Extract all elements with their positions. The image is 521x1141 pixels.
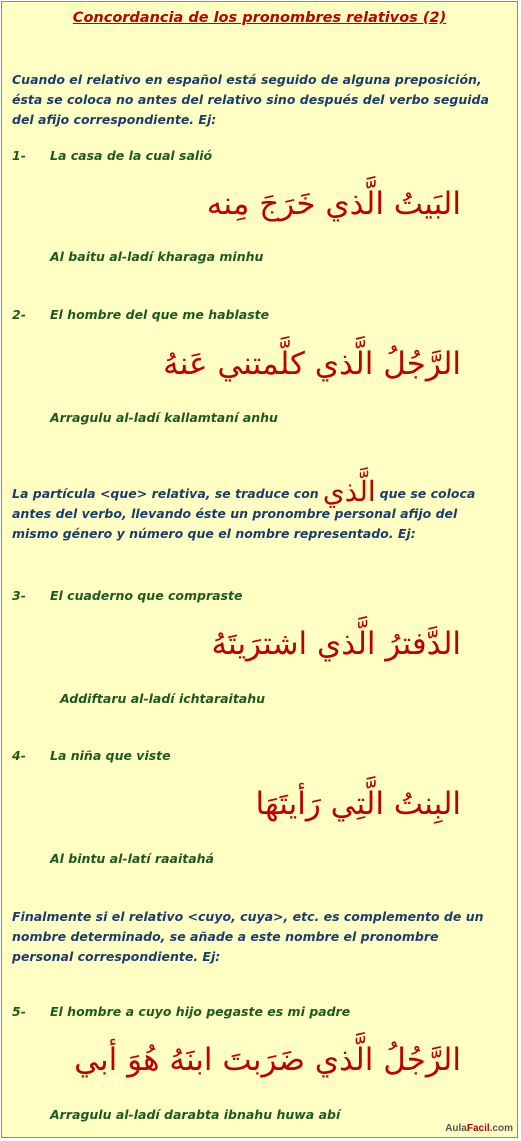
example-1-number: 1- — [12, 148, 26, 163]
example-1-arabic: البَيتُ الَّذي خَرَجَ مِنه — [206, 186, 461, 222]
example-5-arabic: الرَّجُلُ الَّذي ضَرَبتَ ابنَهُ هُوَ أبي — [74, 1042, 461, 1078]
example-3-text: El cuaderno que compraste — [50, 588, 243, 603]
example-3-spanish — [12, 588, 243, 603]
example-5-text: El hombre a cuyo hijo pegaste es mi padre — [50, 1004, 351, 1019]
example-2-text: El hombre del que me hablaste — [50, 307, 270, 322]
example-4-spanish — [12, 748, 171, 763]
particle-before: La partícula <que> relativa, se traduce con — [12, 486, 319, 501]
intro-paragraph: Cuando el relativo en español está seguido de alguna preposición, ésta se coloca no antes del relativo sino después del verbo seguida del afijo correspondiente. Ej: — [12, 72, 489, 127]
particle-after: que se coloca antes del verbo, llevando éste un pronombre personal afijo del mismo género y número que el nombre representado. Ej: — [12, 486, 476, 541]
example-2-translit: Arragulu al-ladí kallamtaní anhu — [50, 410, 278, 425]
example-1-text: La casa de la cual salió — [50, 148, 213, 163]
example-1-translit: Al baitu al-ladí kharaga minhu — [50, 249, 264, 264]
particle-arabic: الَّذي — [322, 475, 376, 508]
particle-paragraph — [12, 475, 504, 544]
logo-brand-a: Aula — [445, 1123, 467, 1134]
example-5-number: 5- — [12, 1004, 26, 1019]
example-5-translit: Arragulu al-ladí darabta ibnahu huwa abí — [50, 1107, 341, 1122]
logo-suffix: .com — [489, 1123, 513, 1134]
final-paragraph: Finalmente si el relativo <cuyo, cuya>, etc. es complemento de un nombre determinado, se añade a este nombre el pronombre personal correspondiente. Ej: — [12, 909, 484, 964]
example-3-arabic: الدَّفترُ الَّذي اشترَيتَهُ — [211, 626, 461, 662]
example-2-arabic: الرَّجُلُ الَّذي كلَّمتني عَنهُ — [163, 346, 461, 382]
logo-brand-b: Facil — [466, 1123, 490, 1134]
example-2-spanish — [12, 307, 269, 322]
aulafacil-logo — [445, 1123, 513, 1134]
example-2-number: 2- — [12, 307, 26, 322]
example-4-text: La niña que viste — [50, 748, 171, 763]
page-title: Concordancia de los pronombres relativos (2) — [72, 10, 447, 26]
example-3-number: 3- — [12, 588, 26, 603]
example-4-translit: Al bintu al-latí raaitahá — [50, 851, 214, 866]
example-4-arabic: البِنتُ الَّتِي رَأيتَهَا — [255, 786, 461, 822]
example-3-translit: Addiftaru al-ladí ichtaraitahu — [60, 691, 266, 706]
example-4-number: 4- — [12, 748, 26, 763]
lesson-page — [1, 1, 518, 1138]
example-1-spanish — [12, 148, 212, 163]
example-5-spanish — [12, 1004, 350, 1019]
